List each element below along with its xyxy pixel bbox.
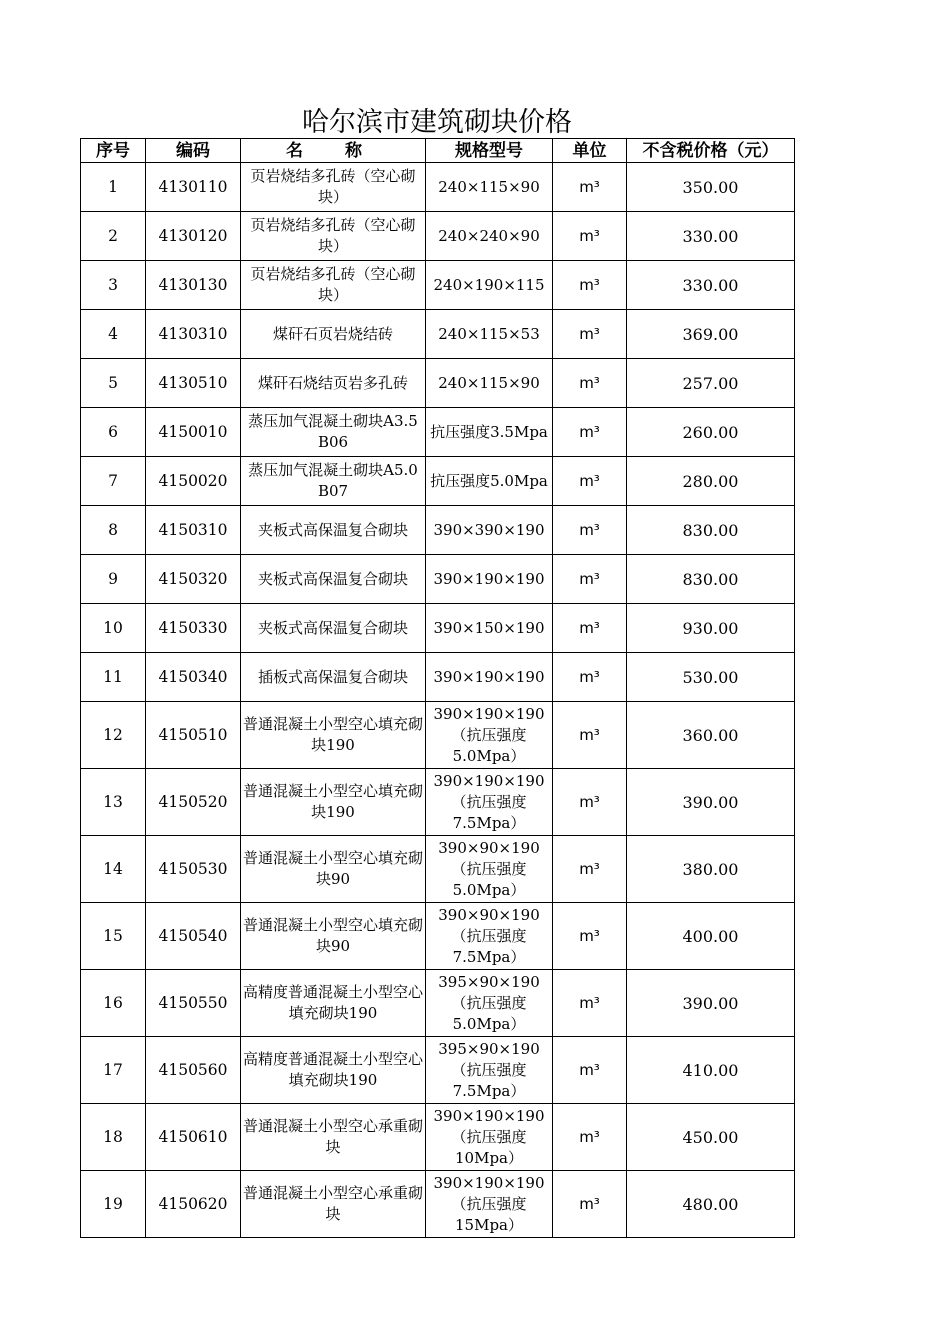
header-name: 名 称 [241, 139, 426, 163]
cell-code: 4150540 [146, 903, 241, 970]
cell-spec: 395×90×190（抗压强度5.0Mpa） [426, 970, 553, 1037]
table-row [81, 408, 795, 457]
cell-spec: 抗压强度5.0Mpa [426, 457, 553, 506]
cell-seq: 19 [81, 1171, 146, 1238]
cell-code: 4150550 [146, 970, 241, 1037]
cell-name: 普通混凝土小型空心承重砌块 [241, 1104, 426, 1171]
cell-price: 280.00 [627, 457, 795, 506]
cell-seq: 4 [81, 310, 146, 359]
cell-unit: m³ [553, 506, 627, 555]
cell-unit: m³ [553, 836, 627, 903]
cell-spec: 390×190×190（抗压强度10Mpa） [426, 1104, 553, 1171]
cell-name: 普通混凝土小型空心填充砌块90 [241, 903, 426, 970]
cell-name: 夹板式高保温复合砌块 [241, 555, 426, 604]
cell-name: 高精度普通混凝土小型空心填充砌块190 [241, 970, 426, 1037]
cell-code: 4150320 [146, 555, 241, 604]
cell-name: 页岩烧结多孔砖（空心砌块） [241, 163, 426, 212]
cell-price: 369.00 [627, 310, 795, 359]
cell-unit: m³ [553, 261, 627, 310]
table-row [81, 359, 795, 408]
cell-spec: 395×90×190（抗压强度7.5Mpa） [426, 1037, 553, 1104]
cell-code: 4150330 [146, 604, 241, 653]
cell-code: 4130110 [146, 163, 241, 212]
cell-seq: 5 [81, 359, 146, 408]
cell-code: 4150610 [146, 1104, 241, 1171]
cell-name: 普通混凝土小型空心填充砌块190 [241, 702, 426, 769]
cell-unit: m³ [553, 769, 627, 836]
cell-code: 4150340 [146, 653, 241, 702]
cell-code: 4150560 [146, 1037, 241, 1104]
cell-price: 450.00 [627, 1104, 795, 1171]
table-row [81, 457, 795, 506]
cell-spec: 390×190×190 [426, 653, 553, 702]
cell-price: 530.00 [627, 653, 795, 702]
cell-seq: 9 [81, 555, 146, 604]
cell-unit: m³ [553, 310, 627, 359]
cell-seq: 12 [81, 702, 146, 769]
cell-spec: 240×240×90 [426, 212, 553, 261]
cell-spec: 390×190×190 [426, 555, 553, 604]
cell-unit: m³ [553, 457, 627, 506]
cell-spec: 240×115×90 [426, 163, 553, 212]
header-code: 编码 [146, 139, 241, 163]
table-row [81, 653, 795, 702]
cell-seq: 16 [81, 970, 146, 1037]
cell-code: 4150520 [146, 769, 241, 836]
cell-unit: m³ [553, 163, 627, 212]
cell-name: 普通混凝土小型空心填充砌块190 [241, 769, 426, 836]
cell-price: 350.00 [627, 163, 795, 212]
cell-spec: 390×150×190 [426, 604, 553, 653]
cell-unit: m³ [553, 1037, 627, 1104]
cell-unit: m³ [553, 408, 627, 457]
cell-seq: 13 [81, 769, 146, 836]
cell-seq: 10 [81, 604, 146, 653]
table-row [81, 836, 795, 903]
cell-unit: m³ [553, 1104, 627, 1171]
table-row [81, 310, 795, 359]
cell-spec: 抗压强度3.5Mpa [426, 408, 553, 457]
cell-name: 页岩烧结多孔砖（空心砌块） [241, 212, 426, 261]
cell-unit: m³ [553, 359, 627, 408]
cell-code: 4130310 [146, 310, 241, 359]
table-row [81, 506, 795, 555]
cell-unit: m³ [553, 555, 627, 604]
cell-name: 夹板式高保温复合砌块 [241, 506, 426, 555]
header-row [81, 139, 795, 163]
header-spec: 规格型号 [426, 139, 553, 163]
header-unit: 单位 [553, 139, 627, 163]
cell-spec: 240×190×115 [426, 261, 553, 310]
cell-price: 930.00 [627, 604, 795, 653]
cell-price: 257.00 [627, 359, 795, 408]
cell-code: 4150510 [146, 702, 241, 769]
cell-seq: 17 [81, 1037, 146, 1104]
table-row [81, 970, 795, 1037]
cell-price: 360.00 [627, 702, 795, 769]
table-row [81, 769, 795, 836]
cell-unit: m³ [553, 604, 627, 653]
table-row [81, 1037, 795, 1104]
cell-spec: 390×390×190 [426, 506, 553, 555]
table-row [81, 604, 795, 653]
cell-seq: 6 [81, 408, 146, 457]
cell-unit: m³ [553, 1171, 627, 1238]
table-row [81, 702, 795, 769]
cell-price: 260.00 [627, 408, 795, 457]
cell-unit: m³ [553, 653, 627, 702]
cell-seq: 1 [81, 163, 146, 212]
cell-unit: m³ [553, 212, 627, 261]
cell-name: 夹板式高保温复合砌块 [241, 604, 426, 653]
cell-name: 煤矸石烧结页岩多孔砖 [241, 359, 426, 408]
table-body [81, 163, 795, 1238]
cell-seq: 7 [81, 457, 146, 506]
cell-name: 煤矸石页岩烧结砖 [241, 310, 426, 359]
cell-code: 4150010 [146, 408, 241, 457]
cell-code: 4150620 [146, 1171, 241, 1238]
cell-name: 页岩烧结多孔砖（空心砌块） [241, 261, 426, 310]
header-price: 不含税价格（元） [627, 139, 795, 163]
cell-code: 4150530 [146, 836, 241, 903]
cell-code: 4150020 [146, 457, 241, 506]
cell-unit: m³ [553, 970, 627, 1037]
cell-seq: 2 [81, 212, 146, 261]
cell-unit: m³ [553, 702, 627, 769]
cell-name: 高精度普通混凝土小型空心填充砌块190 [241, 1037, 426, 1104]
cell-seq: 11 [81, 653, 146, 702]
header-seq: 序号 [81, 139, 146, 163]
table-row [81, 163, 795, 212]
cell-price: 330.00 [627, 212, 795, 261]
cell-spec: 390×90×190（抗压强度5.0Mpa） [426, 836, 553, 903]
cell-price: 830.00 [627, 506, 795, 555]
cell-code: 4130130 [146, 261, 241, 310]
table-row [81, 555, 795, 604]
table-row [81, 261, 795, 310]
page-title: 哈尔滨市建筑砌块价格 [302, 107, 572, 138]
cell-unit: m³ [553, 903, 627, 970]
cell-spec: 240×115×53 [426, 310, 553, 359]
cell-name: 插板式高保温复合砌块 [241, 653, 426, 702]
cell-seq: 14 [81, 836, 146, 903]
cell-seq: 15 [81, 903, 146, 970]
cell-price: 480.00 [627, 1171, 795, 1238]
cell-spec: 240×115×90 [426, 359, 553, 408]
cell-name: 蒸压加气混凝土砌块A5.0 B07 [241, 457, 426, 506]
cell-spec: 390×190×190（抗压强度15Mpa） [426, 1171, 553, 1238]
cell-name: 普通混凝土小型空心承重砌块 [241, 1171, 426, 1238]
cell-spec: 390×90×190（抗压强度7.5Mpa） [426, 903, 553, 970]
cell-seq: 3 [81, 261, 146, 310]
cell-spec: 390×190×190（抗压强度5.0Mpa） [426, 702, 553, 769]
cell-seq: 18 [81, 1104, 146, 1171]
cell-code: 4130510 [146, 359, 241, 408]
cell-price: 390.00 [627, 970, 795, 1037]
cell-code: 4130120 [146, 212, 241, 261]
table-row [81, 903, 795, 970]
cell-price: 330.00 [627, 261, 795, 310]
table-row [81, 1104, 795, 1171]
cell-price: 380.00 [627, 836, 795, 903]
cell-name: 蒸压加气混凝土砌块A3.5 B06 [241, 408, 426, 457]
cell-price: 400.00 [627, 903, 795, 970]
cell-seq: 8 [81, 506, 146, 555]
cell-price: 390.00 [627, 769, 795, 836]
cell-price: 410.00 [627, 1037, 795, 1104]
table-row [81, 212, 795, 261]
price-table [80, 138, 795, 1238]
cell-code: 4150310 [146, 506, 241, 555]
cell-price: 830.00 [627, 555, 795, 604]
cell-spec: 390×190×190（抗压强度7.5Mpa） [426, 769, 553, 836]
table-row [81, 1171, 795, 1238]
cell-name: 普通混凝土小型空心填充砌块90 [241, 836, 426, 903]
